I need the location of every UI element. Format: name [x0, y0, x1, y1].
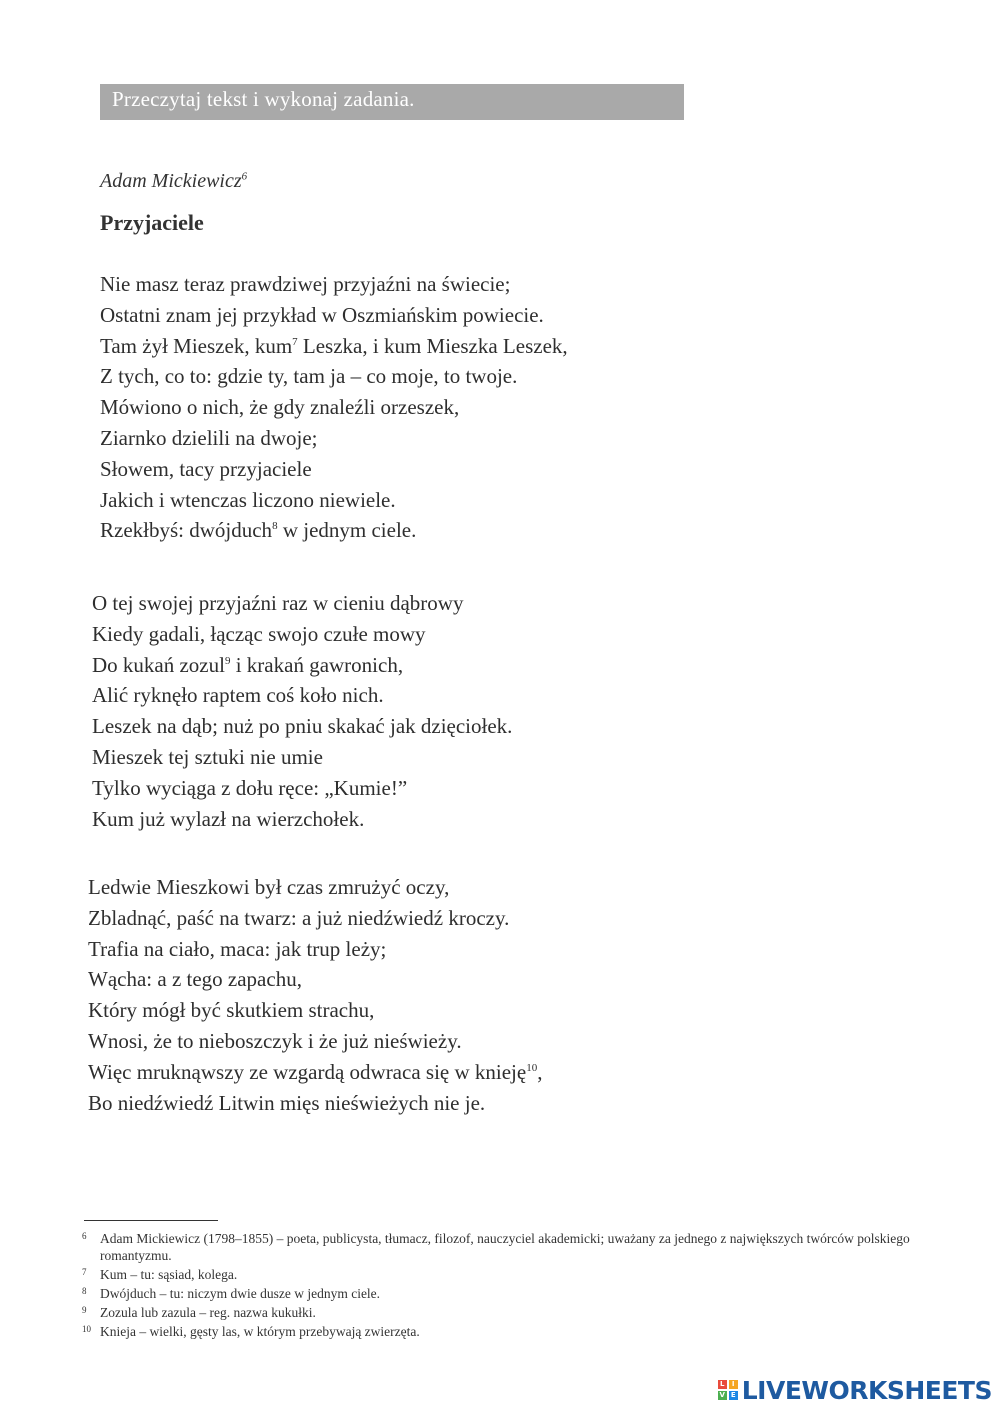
footnote-number: 6 [82, 1231, 87, 1241]
poem-line: Który mógł być skutkiem strachu, [88, 998, 375, 1023]
poem-line: Alić ryknęło raptem coś koło nich. [92, 683, 384, 708]
poem-line: Wącha: a z tego zapachu, [88, 967, 302, 992]
instruction-banner [100, 84, 684, 120]
footnote [80, 1323, 965, 1340]
poem-line: Leszek na dąb; nuż po pniu skakać jak dzięciołek. [92, 714, 513, 739]
logo-tile: I [729, 1380, 738, 1389]
liveworksheets-logo-icon [718, 1380, 738, 1400]
footnote-text: Zozula lub zazula – reg. nazwa kukułki. [100, 1305, 316, 1320]
footnote-text: Knieja – wielki, gęsty las, w którym przebywają zwierzęta. [100, 1324, 420, 1339]
footnote-ref: 6 [241, 170, 248, 183]
poem-line: Słowem, tacy przyjaciele [100, 456, 312, 481]
footnote [80, 1304, 965, 1321]
poem-line: Mieszek tej sztuki nie umie [92, 744, 323, 769]
poem-line: Jakich i wtenczas liczono niewiele. [100, 487, 396, 512]
footnote-text: Adam Mickiewicz (1798–1855) – poeta, publicysta, tłumacz, filozof, nauczyciel akademicki; uważany za jednego z największych twórców polskiego romantyzmu. [100, 1231, 910, 1263]
logo-tile: L [718, 1380, 727, 1389]
poem-line: Więc mruknąwszy ze wzgardą odwraca się w knieję$^{10}$, [88, 1059, 543, 1084]
poem-line: Nie masz teraz prawdziwej przyjaźni na świecie; [100, 272, 511, 296]
poem-line: Rzekłbyś: dwójduch$^8$ w jednym ciele. [100, 518, 417, 543]
poem-line: Do kukań zozul$^9$ i krakań gawronich, [92, 652, 404, 677]
footnote-divider [84, 1220, 218, 1221]
poem-line: Ostatni znam jej przykład w Oszmiańskim powiecie. [100, 302, 544, 327]
footnote-text: Kum – tu: sąsiad, kolega. [100, 1267, 238, 1282]
footnote-number: 9 [82, 1305, 87, 1315]
poem-stanza [88, 875, 542, 1121]
logo-tile: E [729, 1391, 738, 1400]
logo-tile: V [719, 1391, 725, 1399]
poem-line: Kiedy gadali, łącząc swojo czułe mowy [92, 621, 426, 646]
instruction-text: Przeczytaj tekst i wykonaj zadania. [112, 87, 415, 111]
footnote-ref: 8 [272, 520, 278, 533]
footnote [80, 1230, 965, 1264]
watermark-text: LIVEWORKSHEETS [741, 1375, 992, 1405]
poem-author: Adam Mickiewicz$^6$ [100, 170, 248, 192]
footnote-number: 7 [82, 1267, 87, 1277]
poem-line: Bo niedźwiedź Litwin mięs nieświeżych nie je. [88, 1090, 486, 1115]
poem-line: O tej swojej przyjaźni raz w cieniu dąbrowy [92, 591, 464, 615]
poem-line: Mówiono o nich, że gdy znaleźli orzeszek, [100, 395, 460, 420]
poem-line: Ziarnko dzielili na dwoje; [100, 425, 318, 450]
footnote-text: Dwójduch – tu: niczym dwie dusze w jednym ciele. [100, 1286, 381, 1301]
footnote-ref: 9 [224, 654, 231, 667]
poem-stanza [92, 591, 512, 837]
footnote-number: 10 [82, 1324, 91, 1334]
footnote-ref: 7 [292, 335, 298, 348]
poem-line: Kum już wylazł na wierzchołek. [92, 806, 365, 831]
footnote-ref: 10 [526, 1061, 538, 1074]
poem-title: Przyjaciele [100, 210, 204, 235]
footnote [80, 1266, 965, 1283]
poem-line: Ledwie Mieszkowi był czas zmrużyć oczy, [88, 875, 450, 899]
liveworksheets-watermark [718, 1373, 992, 1407]
poem-line: Zbladnąć, paść na twarz: a już niedźwiedź kroczy. [88, 905, 510, 930]
footnote-number: 8 [82, 1286, 87, 1296]
poem-line: Wnosi, że to nieboszczyk i że już nieświeży. [88, 1028, 462, 1053]
footnotes-list [80, 1230, 965, 1342]
poem-line: Z tych, co to: gdzie ty, tam ja – co moje, to twoje. [100, 364, 518, 389]
poem-line: Tam żył Mieszek, kum$^7$ Leszka, i kum Mieszka Leszek, [100, 333, 568, 358]
footnote [80, 1285, 965, 1302]
poem-line: Tylko wyciąga z dołu ręce: „Kumie!” [92, 775, 408, 800]
poem-line: Trafia na ciało, maca: jak trup leży; [88, 936, 387, 961]
poem-stanza [100, 272, 568, 549]
